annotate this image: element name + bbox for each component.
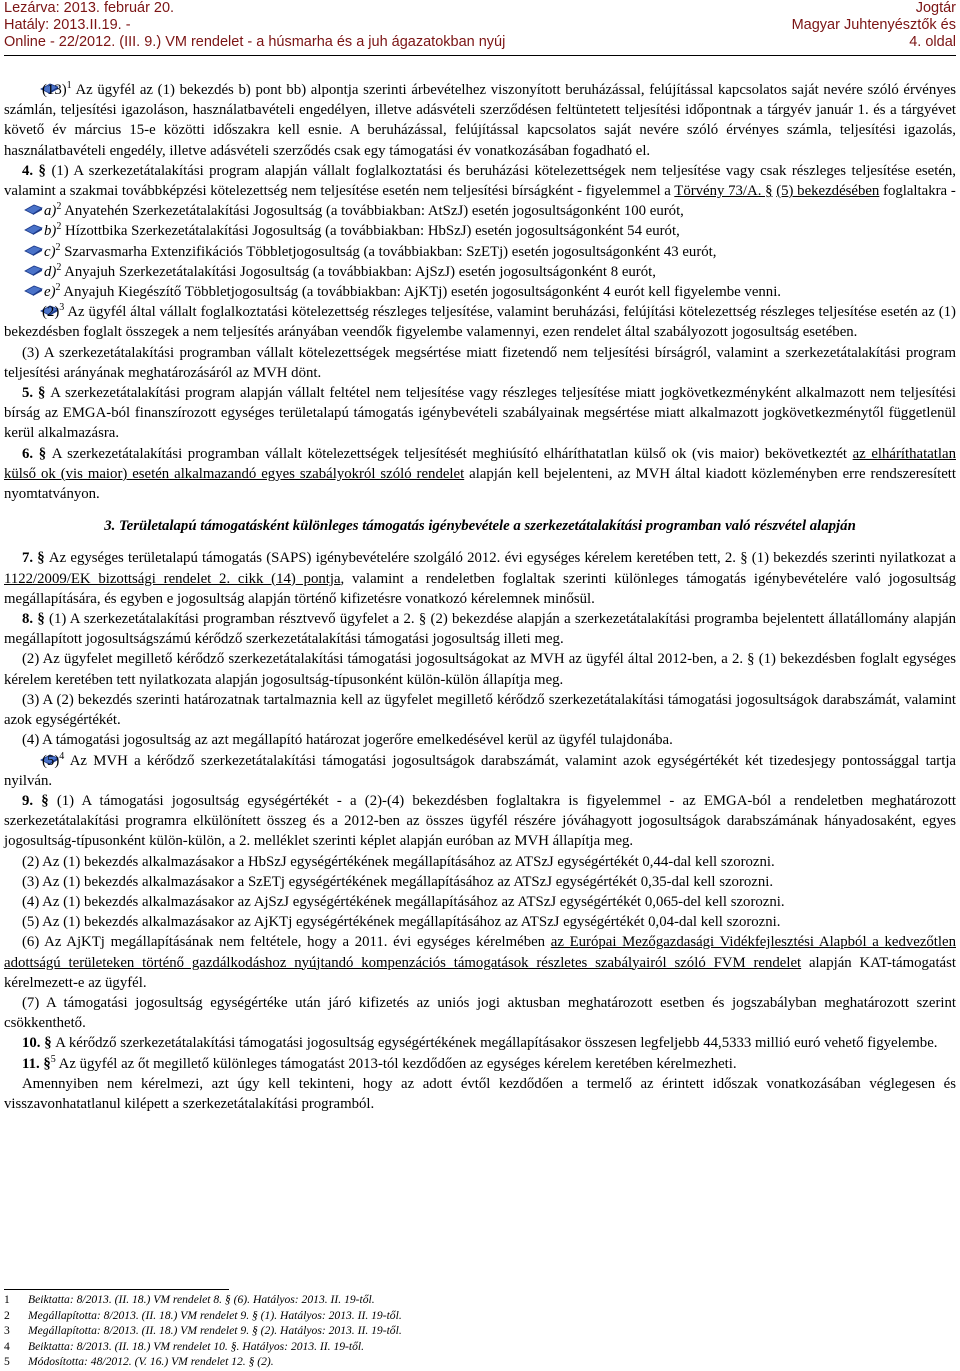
paragraph-4-3: (3) A szerkezetátalakítási programban vállalt kötelezettségek megsértése miatt fizetendő nem teljesítési bírságról, valamint a szerkezetátalakítási program teljesítési arányának meghatározásáról az MVH dönt. xyxy=(4,344,956,381)
footnote-ref[interactable]: 4 xyxy=(59,750,65,762)
footnote: 1 Beiktatta: 8/2013. (II. 18.) VM rendelet 8. § (6). Hatályos: 2013. II. 19-től. xyxy=(4,1293,375,1306)
section-number: 6. § xyxy=(22,445,52,462)
paragraph-9-7: (7) A támogatási jogosultság egységértéke után járó kifizetés az uniós jogi aktusban meghatározott esetben és jogszabályban meghatározott szerint csökkenthető. xyxy=(4,994,956,1032)
paragraph-4-2: $(2)^3$ Az ügyfél által vállalt foglalkoztatási kötelezettség részleges teljesítése, valamint beruházási, felújítási kötelezettség részleges teljesítése esetén az (1) bekezdésben foglalt összegek a nem teljesítés arányában veendők figyelembe valamennyi, ezen rendelet által szabályozott jogosultság esetében. xyxy=(4,302,956,341)
section-7: 7. § Az egységes területalapú támogatás (SAPS) igénybevételére szolgáló 2012. évi egységes kérelem keretében tett, 2. § (1) bekezdés szerinti nyilatkozat a 1122/2009/EK bizottsági rendelet 2. cikk (14) pontja, valamint a rendeletben foglaltak szerinti különleges támogatás igénybevételére való jogosultság megállapítására, és egyben e jogosultság alapján történő kifizetésre vonatkozó kérelemnek minősül. xyxy=(4,550,956,607)
header-right xyxy=(792,0,956,51)
section-9: 9. § (1) A támogatási jogosultság egységértékét - a (2)-(4) bekezdésben foglaltakra is figyelemmel - az EMGA-ból a rendeletben meghatározott szerkezetátalakítási programra elkülönített összeg és a 2012-ben az összes ügyfél részére jóváhagyott jogosultságok darabszámának hányadosaként, egyes jogosultság-típusonként külön-külön, a 2. melléklet szerinti képlet alapján euróban az MVH állapítja meg. xyxy=(4,792,956,850)
vis-maior-rule-link[interactable]: az elháríthatatlan külső ok (vis maior) esetén alkalmazandó egyes szabályokról szóló rendelet xyxy=(4,445,956,482)
paragraph-8-3: (3) A (2) bekezdés szerinti határozatnak tartalmaznia kell az ügyfelet megillető kérődző szerkezetátalakítási támogatási jogosultságok darabszámát, valamint azok egységértékét. xyxy=(4,691,956,729)
list-item: a)$^2$ Anyatehén Szerkezetátalakítási Jogosultság (a továbbiakban: AtSzJ) esetén jogosultságonként 100 eurót, xyxy=(4,201,956,221)
paragraph-8-5: $(5)^4$ Az MVH a kérődző szerkezetátalakítási támogatási jogosultságok darabszámát, valamint azok egységértékét két tizedesjegy pontossággal tartja nyilván. xyxy=(4,750,956,789)
section-heading: 3. Területalapú támogatásként különleges támogatás igénybevétele a szerkezetátalakítási programban való részvétel alapján xyxy=(104,518,856,535)
section-number: 11. § xyxy=(22,1055,51,1072)
footnote-ref[interactable]: 2 xyxy=(55,241,61,253)
section-number: 5. § xyxy=(22,385,51,402)
law-link[interactable]: Törvény 73/A. § xyxy=(674,183,773,200)
paragraph-8-4: (4) A támogatási jogosultság az azt megállapító határozat jogerőre emelkedésével kerül az ügyfél tulajdonába. xyxy=(22,732,673,749)
amendment-icon[interactable] xyxy=(24,201,43,212)
section-8: 8. § (1) A szerkezetátalakítási programban résztvevő ügyfelet a 2. § (2) bekezdése alapján a szerkezetátalakítási programba bejelentett állatállomány alapján megállapított jogosultságszámú kérődző szerkezetátalakítási támogatási jogosultság illeti meg. xyxy=(4,611,956,648)
section-number: 9. § xyxy=(22,792,57,809)
section-5: 5. § A szerkezetátalakítási program alapján vállalt feltétel nem teljesítése vagy részleges teljesítése miatt jogkövetkezményként alkalmazott nem teljesítési bírság az EMGA-ból finanszírozott egységes területalapú támogatás igénybevételi szabályainak megsértése miatt alkalmazott jogkövetkezménytől függetlenül kerül alkalmazásra. xyxy=(4,385,956,442)
section-11: 11. §$^5$ Az ügyfél az őt megillető különleges támogatást 2013-tól kezdődően az egységes kérelem keretében kérelmezheti. xyxy=(22,1053,737,1072)
footnote: 2 Megállapította: 8/2013. (II. 18.) VM rendelet 9. § (1). Hatályos: 2013. II. 19-től. xyxy=(4,1308,402,1322)
amendment-icon[interactable] xyxy=(22,80,41,91)
paragraph-link[interactable]: (5) bekezdésében xyxy=(776,183,880,200)
section-number: 4. § xyxy=(22,162,52,179)
paragraph-11-cont: Amennyiben nem kérelmezi, azt úgy kell tekinteni, hogy az adott évtől kezdődően a termelő az érintett időszak vonatkozásában véglegesen és visszavonhatatlanul kilépett a szerkezetátalakítási programból. xyxy=(4,1075,956,1112)
section-number: 7. § xyxy=(22,550,49,567)
header-document-title: Online - 22/2012. (III. 9.) VM rendelet - a húsmarha és a juh ágazatokban nyúj xyxy=(4,34,506,50)
section-10: 10. § A kérődző szerkezetátalakítási támogatási jogosultság egységértékének megállapításakor összesen legfeljebb 44,5333 millió euró vehető figyelembe. xyxy=(22,1035,938,1052)
footnote: 3 Megállapította: 8/2013. (II. 18.) VM rendelet 9. § (2). Hatályos: 2013. II. 19-től. xyxy=(4,1324,402,1337)
footnote-ref[interactable]: 1 xyxy=(66,80,72,92)
footnote: 5 Módosította: 48/2012. (V. 16.) VM rendelet 12. § (2). xyxy=(4,1355,274,1368)
footnote-ref[interactable]: 2 xyxy=(56,201,62,213)
list-item: c)$^2$ Szarvasmarha Extenzifikációs Többletjogosultság (a továbbiakban: SzETj) esetén jogosultságonként 43 eurót, xyxy=(4,242,956,262)
list-item: b)$^2$ Hízottbika Szerkezetátalakítási Jogosultság (a továbbiakban: HbSzJ) esetén jogosultságonként 54 eurót, xyxy=(4,221,956,241)
amendment-icon[interactable] xyxy=(24,221,43,232)
header-effective-date: Hatály: 2013.II.19. - xyxy=(4,17,131,33)
footnote-ref[interactable]: 2 xyxy=(56,221,62,233)
paragraph-9-5: (5) Az (1) bekezdés alkalmazásakor az AjKTj egységértékének megállapításához az ATSzJ egységértékét 0,04-dal kell szorozni. xyxy=(22,914,781,931)
footnote-ref[interactable]: 2 xyxy=(56,261,62,273)
footnote: 4 Beiktatta: 8/2013. (II. 18.) VM rendelet 10. §. Hatályos: 2013. II. 19-től. xyxy=(4,1339,365,1353)
header-brand: Jogtár xyxy=(915,0,956,16)
amendment-icon[interactable] xyxy=(24,262,43,273)
document-body xyxy=(4,80,956,1114)
amendment-icon[interactable] xyxy=(22,751,41,762)
amendment-icon[interactable] xyxy=(24,242,43,253)
paragraph-9-6: (6) Az AjKTj megállapításának nem feltétele, hogy a 2011. évi egységes kérelmében az Európai Mezőgazdasági Vidékfejlesztési Alapból a kedvezőtlen adottságú területeken történő gazdálkodáshoz nyújtandó kompenzációs támogatások részletes szabályairól szóló FVM rendelet alapján KAT-támogatást kérelmezett-e az ügyfél. xyxy=(4,934,956,991)
section-number: 10. § xyxy=(22,1035,56,1052)
footnote-ref[interactable]: 2 xyxy=(55,282,61,294)
header-closed-date: Lezárva: 2013. február 20. xyxy=(4,0,175,16)
list-item: e)$^2$ Anyajuh Kiegészítő Többletjogosultság (a továbbiakban: AjKTj) esetén jogosultságonként 4 eurót kell figyelembe venni. xyxy=(4,282,956,302)
footnote-ref[interactable]: 3 xyxy=(59,302,65,314)
footnotes xyxy=(4,1292,956,1370)
section-6: 6. § A szerkezetátalakítási programban vállalt kötelezettségek teljesítését meghiúsító elháríthatatlan külső ok (vis maior) bekövetkeztét az elháríthatatlan külső ok (vis maior) esetén alkalmazandó egyes szabályokról szóló rendelet alapján kell bejelenteni, az MVH által kiadott közleményben erre rendszeresített nyomtatványon. xyxy=(4,445,956,503)
amendment-icon[interactable] xyxy=(22,302,41,313)
section-number: 8. § xyxy=(22,611,50,628)
header-divider xyxy=(4,55,956,56)
paragraph-9-4: (4) Az (1) bekezdés alkalmazásakor az AjSzJ egységértékének megállapításához az ATSzJ egységértékét 0,065-del kell szorozni. xyxy=(22,893,785,910)
paragraph-13: $(13)^1$ Az ügyfél az (1) bekezdés b) pont bb) alpontja szerinti árbevételhez viszonyított beruházással, felújítással kapcsolatos saját nevére szóló érvényes számlán, teljesítési igazoláson, használatbavételi engedélyen, illetve adásvételi szerződésen feltüntetett teljesítési időpontnak a tárgyév január 1. és a tárgyévet követő év március 15-e közötti időszakra kell esnie. A beruházással, felújítással kapcsolatos saját nevére szóló érvényes számla, teljesítési igazolás, használatbavételi engedély, illetve adásvételi szerződés csak egy támogatási év vonatkozásában fogadható el. xyxy=(4,80,956,159)
fvm-regulation-link[interactable]: az Európai Mezőgazdasági Vidékfejlesztési Alapból a kedvezőtlen adottságú területeken történő gazdálkodáshoz nyújtandó kompenzációs támogatások részletes szabályairól szóló FVM rendelet xyxy=(4,934,956,971)
footnote-ref[interactable]: 5 xyxy=(50,1053,56,1065)
paragraph-8-2: (2) Az ügyfelet megillető kérődző szerkezetátalakítási támogatási jogosultságokat az MVH az ügyfél által 2012-ben, a 2. § (1) bekezdésben foglalt egységes kérelem keretében tett nyilatkozata alapján jogosultság-típusonként külön-külön állapítja meg. xyxy=(4,651,956,688)
header-organization: Magyar Juhtenyésztők és xyxy=(791,17,956,33)
page-header xyxy=(4,0,956,52)
footnote-divider xyxy=(4,1289,229,1290)
paragraph-9-3: (3) Az (1) bekezdés alkalmazásakor a SzETj egységértékének megállapításához az ATSzJ egységértékét 0,35-dal kell szorozni. xyxy=(22,873,774,890)
paragraph-9-2: (2) Az (1) bekezdés alkalmazásakor a HbSzJ egységértékének megállapításához az ATSzJ egységértékét 0,44-dal kell szorozni. xyxy=(22,853,775,870)
header-left xyxy=(4,0,505,51)
list-item: d)$^2$ Anyajuh Szerkezetátalakítási Jogosultság (a továbbiakban: AjSzJ) esetén jogosultságonként 8 eurót, xyxy=(4,262,956,282)
amendment-icon[interactable] xyxy=(24,282,43,293)
header-page-number: 4. oldal xyxy=(909,34,956,50)
eu-regulation-link[interactable]: 1122/2009/EK bizottsági rendelet 2. cikk (14) pontja xyxy=(4,570,341,587)
section-4: 4. § (1) A szerkezetátalakítási program alapján vállalt foglalkoztatási és beruházási kötelezettségek nem teljesítése vagy csak részleges teljesítése esetén, valamint a szakmai továbbképzési kötelezettség nem teljesítése esetén nem teljesítési bírságként - figyelemmel a Törvény 73/A. § (5) bekezdésében foglaltakra - xyxy=(4,162,956,200)
